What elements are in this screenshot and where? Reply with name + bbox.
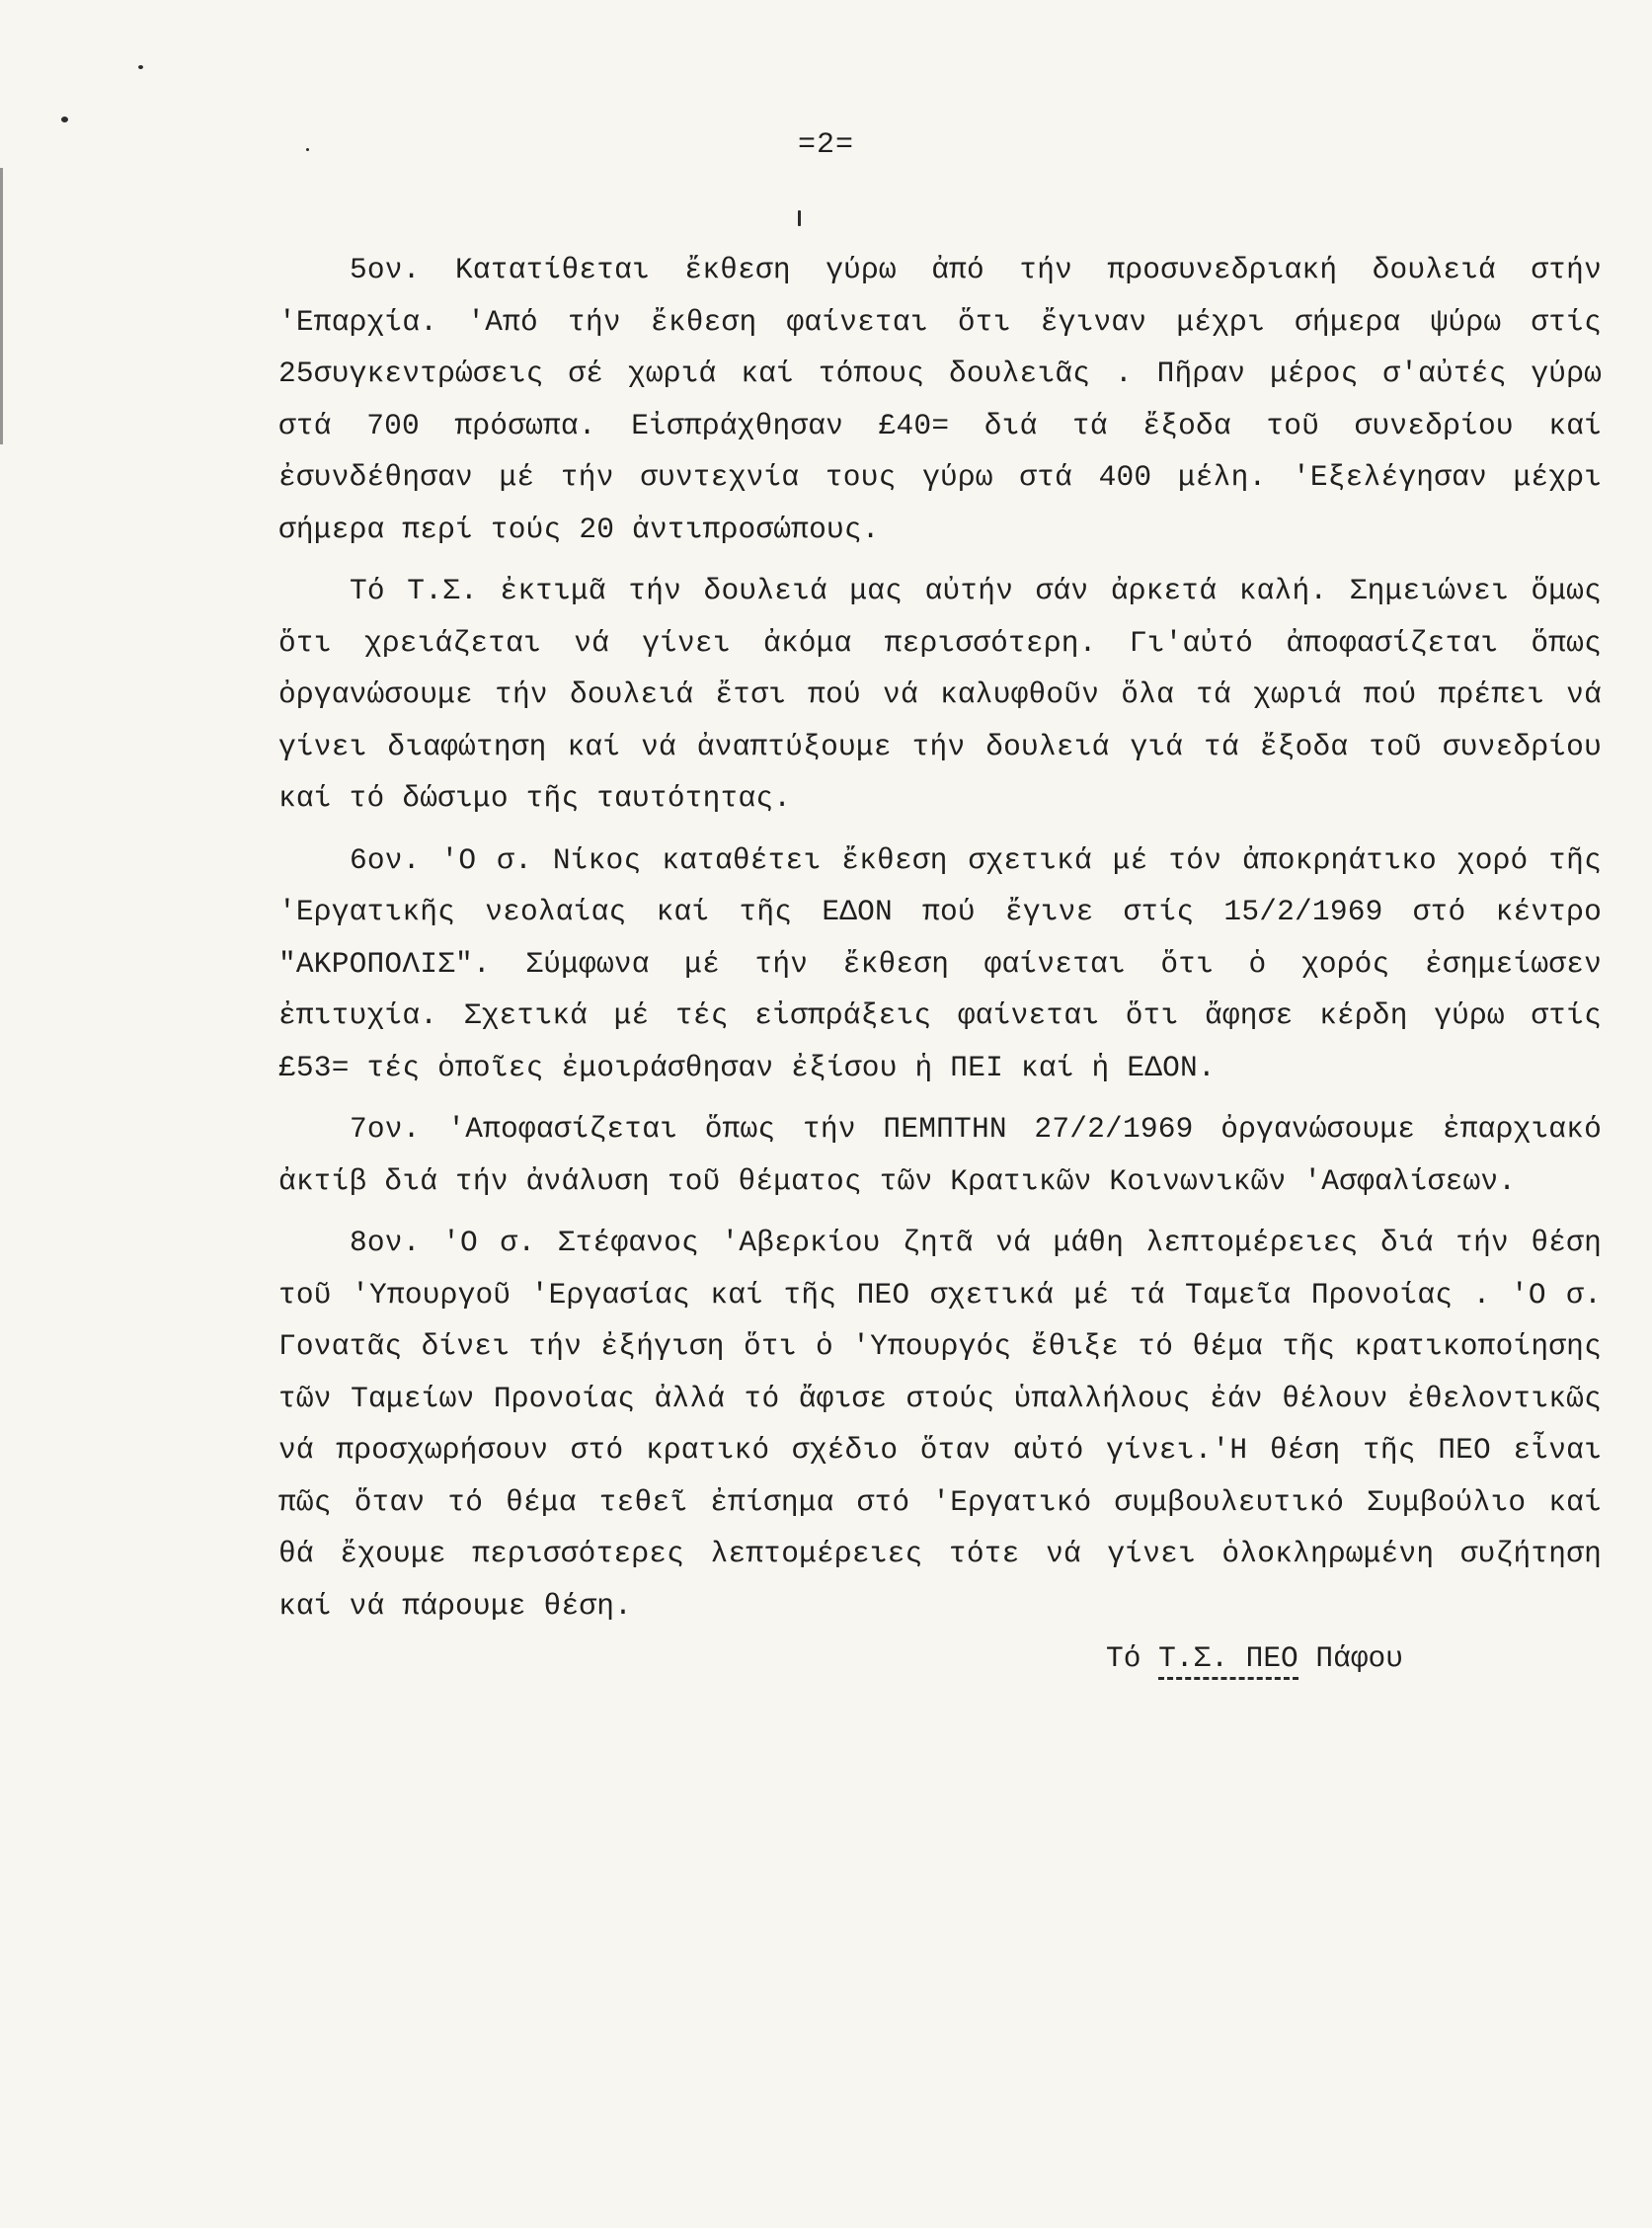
- paragraph-ts-assessment: Τό Τ.Σ. ἐκτιμᾶ τήν δουλειά μας αὐτήν σάν ἀρκετά καλή. Σημειώνει ὅμως ὅτι χρειάζεται νά γίνει ἀκόμα περισσότερη. Γι'αὐτό ἀποφασίζεται ὅπως ὀργανώσουμε τήν δουλειά ἔτσι πού νά καλυφθοῦν ὅλα τά χωριά πού πρέπει νά γίνει διαφώτηση καί νά ἀναπτύξουμε τήν δουλειά γιά τά ἔξοδα τοῦ συνεδρίου καί τό δώσιμο τῆς ταυτότητας.: [278, 574, 1602, 815]
- scan-edge-mark: [0, 168, 3, 444]
- page-number: =2=: [797, 128, 854, 162]
- scan-speck: [798, 210, 801, 226]
- paragraph-7: 7ον. 'Αποφασίζεται ὅπως τήν ΠΕΜΠΤΗΝ 27/2/1969 ὀργανώσουμε ἐπαρχιακό ἀκτίβ διά τήν ἀνάλυση τοῦ θέματος τῶν Κρατικῶν Κοινωνικῶν 'Ασφαλίσεων.: [278, 1112, 1602, 1198]
- signature-prefix: Τό: [1106, 1641, 1159, 1675]
- signature-organization: Τ.Σ. ΠΕΟ: [1158, 1641, 1298, 1680]
- paragraph-6: 6ον. 'Ο σ. Νίκος καταθέτει ἔκθεση σχετικά μέ τόν ἀποκρηάτικο χορό τῆς 'Εργατικῆς νεολαίας καί τῆς ΕΔΟΝ πού ἔγινε στίς 15/2/1969 στό κέντρο "ΑΚΡΟΠΟΛΙΣ". Σύμφωνα μέ τήν ἔκθεση φαίνεται ὅτι ὁ χορός ἐσημείωσεν ἐπιτυχία. Σχετικά μέ τές εἰσπράξεις φαίνεται ὅτι ἄφησε κέρδη γύρω στίς £53= τές ὁποῖες ἐμοιράσθησαν ἐξίσου ἡ ΠΕΙ καί ἡ ΕΔΟΝ.: [278, 842, 1602, 1084]
- document-body: [278, 244, 1602, 1631]
- scan-speck: [61, 117, 68, 122]
- signature-line: [1106, 1641, 1403, 1675]
- paragraph-8: 8ον. 'Ο σ. Στέφανος 'Αβερκίου ζητᾶ νά μάθη λεπτομέρειες διά τήν θέση τοῦ 'Υπουργοῦ 'Εργασίας καί τῆς ΠΕΟ σχετικά μέ τά Ταμεῖα Προνοίας . 'Ο σ. Γονατᾶς δίνει τήν ἐξήγιση ὅτι ὁ 'Υπουργός ἔθιξε τό θέμα τῆς κρατικοποίησης τῶν Ταμείων Προνοίας ἀλλά τό ἄφισε στούς ὑπαλλήλους ἐάν θέλουν ἐθελοντικῶς νά προσχωρήσουν στό κρατικό σχέδιο ὅταν αὐτό γίνει.'Η θέση τῆς ΠΕΟ εἶναι πῶς ὅταν τό θέμα τεθεῖ ἐπίσημα στό 'Εργατικό συμβουλευτικό Συμβούλιο καί θά ἔχουμε περισσότερες λεπτομέρειες τότε νά γίνει ὁλοκληρωμένη συζήτηση καί νά πάρουμε θέση.: [278, 1226, 1602, 1623]
- scan-speck: [138, 65, 143, 69]
- signature-suffix: Πάφου: [1298, 1641, 1403, 1675]
- paragraph-5: 5ον. Κατατίθεται ἔκθεση γύρω ἀπό τήν προσυνεδριακή δουλειά στήν 'Επαρχία. 'Από τήν ἔκθεση φαίνεται ὅτι ἔγιναν μέχρι σήμερα ψύρω στίς 25συγκεντρώσεις σέ χωριά καί τόπους δουλειᾶς . Πῆραν μέρος σ'αὐτές γύρω στά 700 πρόσωπα. Εἰσπράχθησαν £40= διά τά ἔξοδα τοῦ συνεδρίου καί ἐσυνδέθησαν μέ τήν συντεχνία τους γύρω στά 400 μέλη. 'Εξελέγησαν μέχρι σήμερα περί τούς 20 ἀντιπροσώπους.: [278, 253, 1602, 546]
